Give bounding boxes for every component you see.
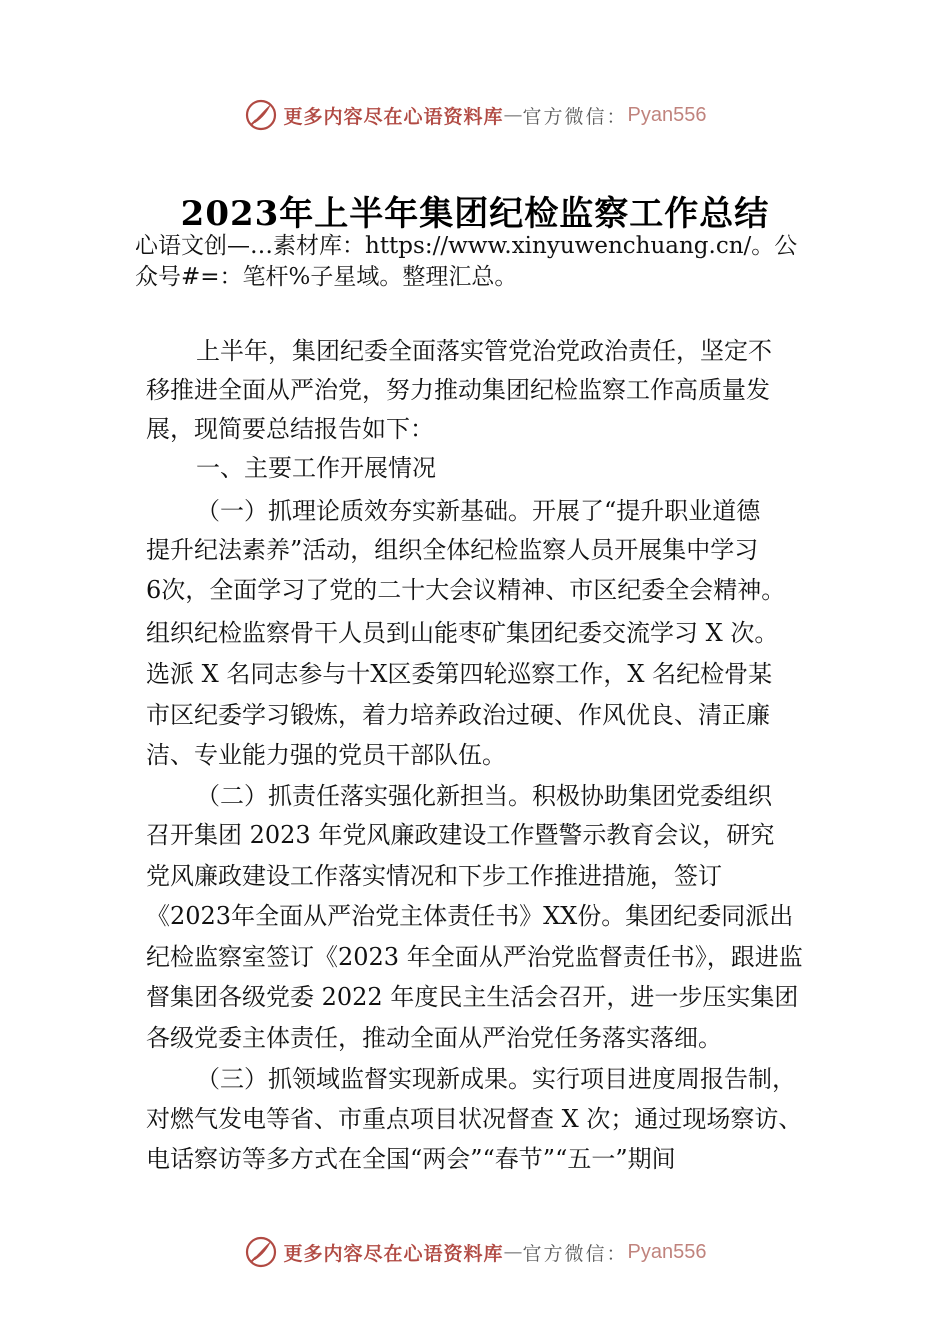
paragraph-line: 6次，全面学习了党的二十大会议精神、市区纪委全会精神。	[146, 576, 786, 604]
paragraph-line: 电话察访等多方式在全国“两会”“春节”“五一”期间	[146, 1145, 676, 1173]
paragraph-line: 选派 X 名同志参与十Ⅹ区委第四轮巡察工作，X 名纪检骨某	[146, 660, 773, 688]
paragraph-line: 组织纪检监察骨干人员到山能枣矿集团纪委交流学习 X 次。	[146, 619, 779, 647]
paragraph-line: （一）抓理论质效夯实新基础。开展了“提升职业道德	[196, 497, 761, 525]
watermark-label: 官方微信：	[522, 105, 628, 128]
paragraph-line: 上半年，集团纪委全面落实管党治党政治责任，坚定不	[196, 337, 772, 365]
watermark-wechat-id: Pyan556	[627, 1240, 707, 1263]
watermark-brand: 更多内容尽在心语资料库	[283, 1242, 504, 1265]
source-line: 众号#=：笔杆%子星域。整理汇总。	[135, 264, 518, 290]
source-line: 心语文创—…素材库：https://www.xinyuwenchuang.cn/。公	[135, 233, 798, 259]
paragraph-line: 党风廉政建设工作落实情况和下步工作推进措施，签订	[146, 862, 722, 890]
watermark-label: 官方微信：	[522, 1242, 628, 1265]
watermark-brand: 更多内容尽在心语资料库	[283, 105, 504, 128]
section-heading: 一、主要工作开展情况	[196, 454, 436, 482]
paragraph-line: 《2023年全面从严治党主体责任书》XX份。集团纪委同派出	[146, 902, 794, 930]
footer-watermark	[0, 1232, 950, 1272]
paragraph-line: 展，现简要总结报告如下：	[146, 415, 434, 443]
quill-logo-icon	[244, 98, 278, 132]
header-watermark	[0, 95, 950, 135]
paragraph-line: 洁、专业能力强的党员干部队伍。	[146, 741, 506, 769]
watermark-wechat-id: Pyan556	[627, 103, 707, 126]
paragraph-line: 督集团各级党委 2022 年度民主生活会召开，进一步压实集团	[146, 983, 799, 1011]
paragraph-line: 纪检监察室签订《2023 年全面从严治党监督责任书》，跟进监	[146, 943, 803, 971]
paragraph-line: 市区纪委学习锻炼，着力培养政治过硬、作风优良、清正廉	[146, 701, 770, 729]
paragraph-line: 召开集团 2023 年党风廉政建设工作暨警示教育会议，研究	[146, 821, 775, 849]
paragraph-line: （三）抓领域监督实现新成果。实行项目进度周报告制，	[196, 1065, 796, 1093]
paragraph-line: （二）抓责任落实强化新担当。积极协助集团党委组织	[196, 782, 772, 810]
quill-logo-icon	[244, 1235, 278, 1269]
paragraph-line: 提升纪法素养”活动，组织全体纪检监察人员开展集中学习	[146, 536, 759, 564]
paragraph-line: 移推进全面从严治党，努力推动集团纪检监察工作高质量发	[146, 376, 770, 404]
watermark-separator: —	[503, 104, 523, 126]
watermark-separator: —	[503, 1241, 523, 1263]
paragraph-line: 各级党委主体责任，推动全面从严治党任务落实落细。	[146, 1024, 722, 1052]
paragraph-line: 对燃气发电等省、市重点项目状况督查 X 次；通过现场察访、	[146, 1105, 803, 1133]
document-title: 2023年上半年集团纪检监察工作总结	[180, 194, 770, 234]
